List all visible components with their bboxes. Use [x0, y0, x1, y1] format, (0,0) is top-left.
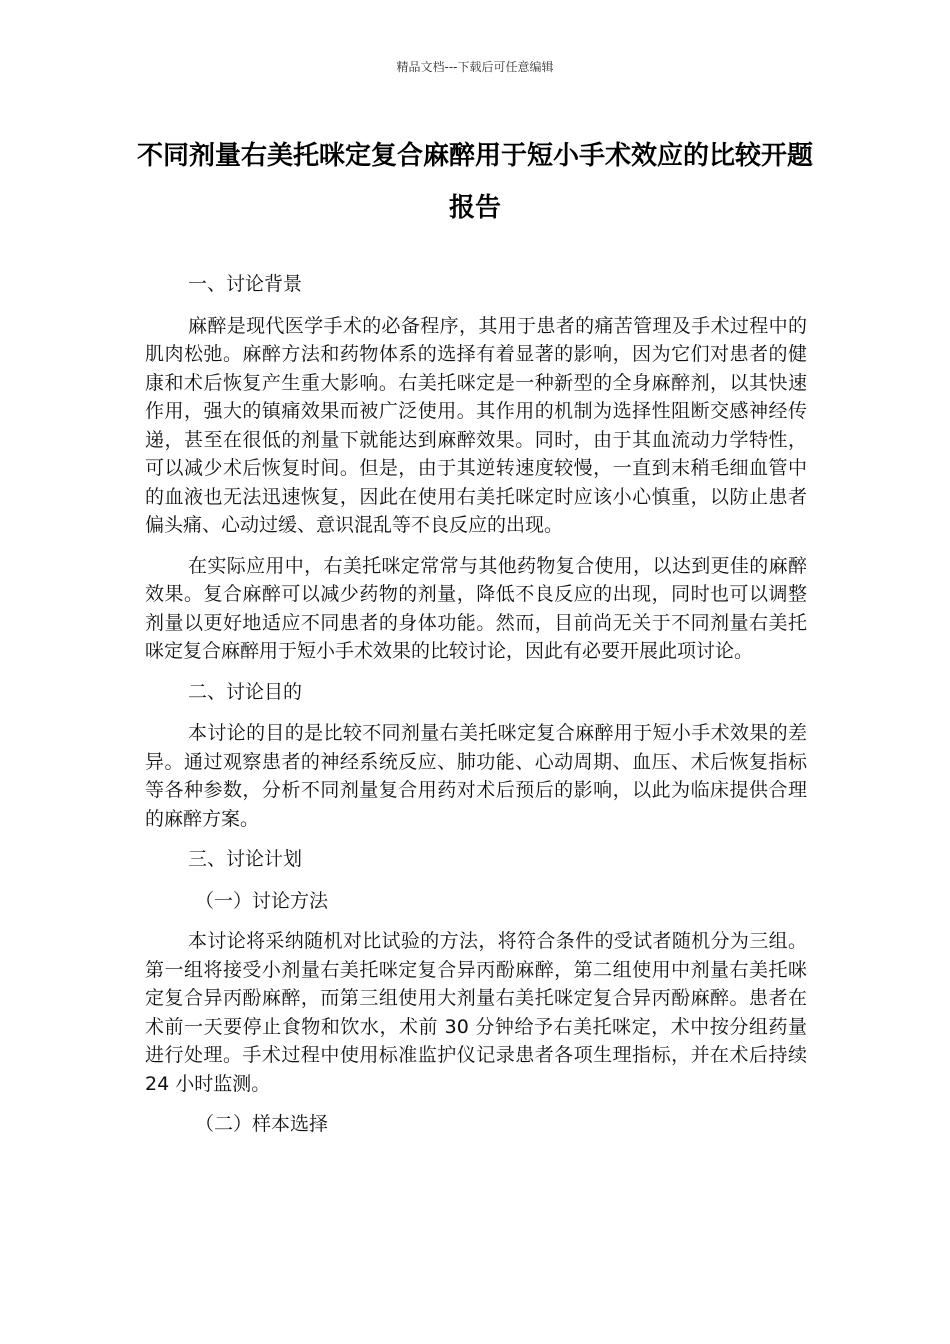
paragraph-background-2: 在实际应用中，右美托咪定常常与其他药物复合使用，以达到更佳的麻醉效果。复合麻醉可以减少药物的剂量，降低不良反应的出现，同时也可以调整剂量以更好地适应不同患者的身体功能。然而，目前尚无关于不同剂量右美托咪定复合麻醉用于短小手术效果的比较讨论，因此有必要开展此项讨论。	[145, 554, 807, 662]
page-title: 不同剂量右美托咪定复合麻醉用于短小手术效应的比较开题报告	[136, 141, 813, 223]
subheading-method: （一）讨论方法	[195, 889, 329, 912]
section-heading-purpose: 二、讨论目的	[188, 680, 303, 703]
paragraph-method-1: 本讨论将采纳随机对比试验的方法，将符合条件的受试者随机分为三组。第一组将接受小剂量右美托咪定复合异丙酚麻醉，第二组使用中剂量右美托咪定复合异丙酚麻醉，而第三组使用大剂量右美托咪定复合异丙酚麻醉。患者在术前一天要停止食物和饮水，术前 30 分钟给予右美托咪定，术中按分组药量进行处理。手术过程中使用标准监护仪记录患者各项生理指标，并在术后持续 24 小时监测。	[145, 930, 807, 1095]
paragraph-background-1: 麻醉是现代医学手术的必备程序，其用于患者的痛苦管理及手术过程中的肌肉松弛。麻醉方法和药物体系的选择有着显著的影响，因为它们对患者的健康和术后恢复产生重大影响。右美托咪定是一种新型的全身麻醉剂，以其快速作用，强大的镇痛效果而被广泛使用。其作用的机制为选择性阻断交感神经传递，甚至在很低的剂量下就能达到麻醉效果。同时，由于其血流动力学特性，可以减少术后恢复时间。但是，由于其逆转速度较慢，一直到末稍毛细血管中的血液也无法迅速恢复，因此在使用右美托咪定时应该小心慎重，以防止患者偏头痛、心动过缓、意识混乱等不良反应的出现。	[145, 314, 807, 536]
document-body	[145, 270, 807, 1151]
section-heading-background: 一、讨论背景	[188, 273, 303, 295]
paragraph-purpose-1: 本讨论的目的是比较不同剂量右美托咪定复合麻醉用于短小手术效果的差异。通过观察患者的神经系统反应、肺功能、心动周期、血压、术后恢复指标等各种参数，分析不同剂量复合用药对术后预后的影响，以此为临床提供合理的麻醉方案。	[145, 722, 807, 830]
subheading-sample: （二）样本选择	[195, 1113, 329, 1135]
header-note: 精品文档---下载后可任意编辑	[396, 60, 554, 74]
section-heading-plan: 三、讨论计划	[188, 848, 303, 870]
